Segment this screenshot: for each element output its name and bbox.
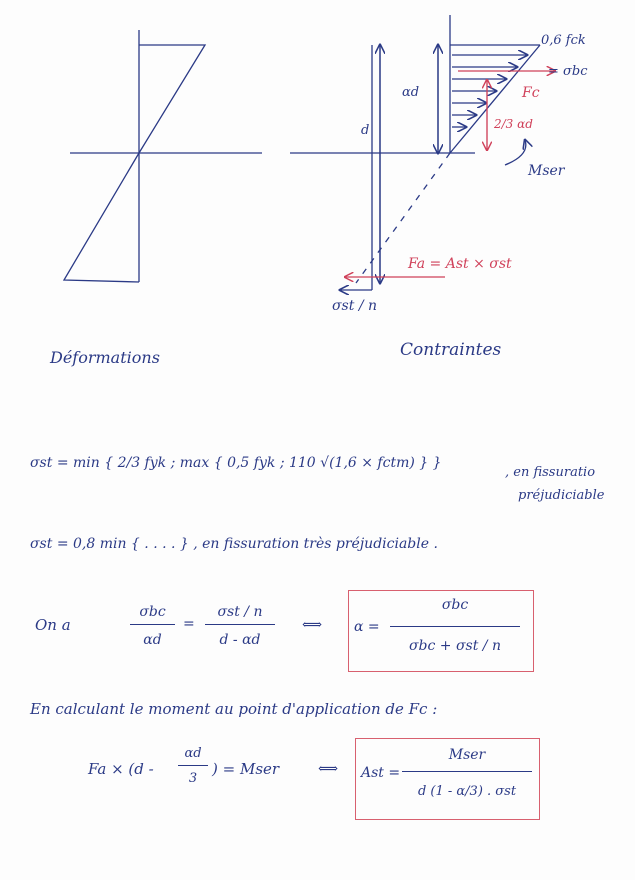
Fc-label: Fc	[522, 85, 540, 101]
deformation-diagram	[64, 30, 262, 282]
deformations-caption: Déformations	[50, 348, 160, 367]
implies-sign-2: ⟺	[318, 761, 339, 777]
fa-rhs: ) = Mser	[212, 760, 280, 778]
implies-sign-1: ⟺	[302, 617, 323, 633]
alpha-d-label: αd	[402, 85, 420, 100]
fa-lhs: Fa × (d -	[88, 760, 154, 778]
fa-frac-denominator: 3	[188, 771, 198, 786]
ratio-rhs-bar	[205, 624, 275, 625]
Mser-label: Mser	[528, 163, 565, 179]
fissuration-note-line1: , en fissuratio	[505, 465, 596, 480]
alpha-denominator: σbc + σst / n	[409, 638, 501, 654]
contraintes-caption: Contraintes	[400, 340, 502, 360]
ast-numerator: Mser	[448, 747, 486, 763]
sigma-bc-label: = σbc	[548, 64, 588, 79]
fck-label: 0,6 fck	[541, 33, 586, 48]
strain-top-triangle	[139, 45, 205, 153]
ast-denominator: d (1 - α/3) . σst	[417, 784, 517, 799]
stress-strain-diagram	[0, 0, 635, 330]
stress-diagram	[290, 15, 540, 290]
ratio-rhs-denominator: d - αd	[219, 632, 261, 648]
ratio-lhs-denominator: αd	[143, 632, 162, 648]
fa-frac-numerator: αd	[184, 746, 202, 761]
d-label: d	[361, 123, 370, 138]
ratio-lhs-numerator: σbc	[139, 604, 166, 620]
ast-lhs: Ast =	[361, 765, 401, 781]
fissuration-note-line2: préjudiciable	[518, 488, 605, 503]
sigma-st-formula-1: σst = min { 2/3 fyk ; max { 0,5 fyk ; 110 √(1,6 × fctm) } }	[30, 455, 442, 471]
ratio-lhs-bar	[130, 624, 175, 625]
alpha-bar	[390, 626, 520, 627]
ratio-rhs-numerator: σst / n	[217, 604, 263, 620]
ast-bar	[402, 771, 532, 772]
Fa-equation-label: Fa = Ast × σst	[408, 256, 512, 272]
sigma-st-n-label: σst / n	[332, 298, 378, 314]
alpha-numerator: σbc	[441, 597, 469, 613]
strain-bottom-triangle	[64, 153, 139, 282]
two-thirds-alpha-d-label: 2/3 αd	[494, 117, 533, 131]
fa-frac-bar	[178, 765, 208, 766]
alpha-lhs: α =	[354, 619, 380, 635]
equals-sign: =	[183, 616, 195, 632]
sigma-st-formula-2: σst = 0,8 min { . . . . } , en fissuration très préjudiciable .	[30, 536, 438, 552]
moment-sentence: En calculant le moment au point d'application de Fc :	[30, 700, 438, 718]
on-a-text: On a	[35, 616, 71, 634]
